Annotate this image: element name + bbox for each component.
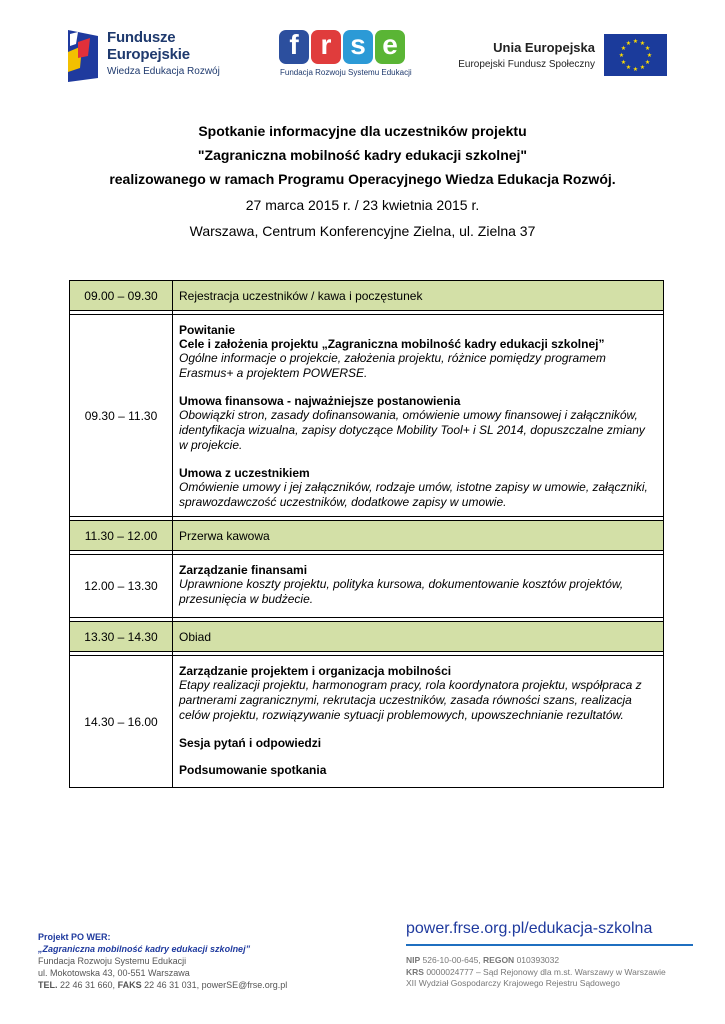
eu-logo-line1: Unia Europejska bbox=[493, 40, 595, 55]
tel-label: TEL. bbox=[38, 980, 58, 990]
schedule-row-coffee-break bbox=[70, 521, 664, 551]
session-description: Omówienie umowy i jej załączników, rodzaje umów, istotne zapisy w umowie, załączniki, sprawozdawczość uczestników, dodatkowe zapisy w umowie. bbox=[179, 480, 648, 509]
footer-project-info bbox=[38, 931, 287, 991]
schedule-table bbox=[69, 280, 664, 788]
footer-court: XII Wydział Gospodarczy Krajowego Rejestru Sądowego bbox=[406, 978, 620, 988]
session-heading: Umowa finansowa - najważniejsze postanowienia bbox=[179, 394, 461, 408]
nip-label: NIP bbox=[406, 955, 421, 965]
tel-number: 22 46 31 660, bbox=[57, 980, 118, 990]
krs-value: 0000024777 – Sąd Rejonowy dla m.st. Warszawy w Warszawie bbox=[423, 966, 666, 977]
fe-logo-line2: Europejskie bbox=[107, 46, 190, 63]
title-line-2: "Zagraniczna mobilność kadry edukacji szkolnej" bbox=[197, 147, 528, 163]
fundusze-europejskie-emblem-icon bbox=[66, 28, 100, 82]
svg-text:★: ★ bbox=[632, 38, 639, 45]
frse-letter-r: r bbox=[311, 30, 341, 64]
time-cell: 09.30 – 11.30 bbox=[70, 315, 173, 517]
svg-text:★: ★ bbox=[625, 64, 632, 72]
footer-registration-info bbox=[406, 955, 666, 990]
frse-letter-f: f bbox=[279, 30, 309, 64]
frse-letter-s: s bbox=[343, 30, 373, 64]
schedule-row-lunch bbox=[70, 622, 664, 652]
footer-project-name: „Zagraniczna mobilność kadry edukacji szkolnej” bbox=[38, 944, 251, 954]
activity-cell bbox=[173, 656, 664, 788]
footer-krs bbox=[406, 967, 666, 979]
session-block bbox=[179, 466, 655, 510]
frse-logo-subtitle: Fundacja Rozwoju Systemu Edukacji bbox=[280, 68, 412, 77]
fundusze-europejskie-logo bbox=[66, 26, 236, 84]
session-block bbox=[179, 736, 655, 750]
session-heading: Podsumowanie spotkania bbox=[179, 763, 327, 777]
session-heading: Sesja pytań i odpowiedzi bbox=[179, 736, 322, 750]
schedule-row-afternoon-session bbox=[70, 656, 664, 788]
session-heading: Powitanie bbox=[179, 323, 236, 337]
svg-text:★: ★ bbox=[644, 59, 651, 66]
svg-text:★: ★ bbox=[644, 45, 651, 52]
session-block bbox=[179, 323, 655, 381]
session-block bbox=[179, 664, 655, 723]
title-line-1: Spotkanie informacyjne dla uczestników projektu bbox=[198, 123, 527, 139]
time-cell: 14.30 – 16.00 bbox=[70, 656, 173, 788]
fax-label: FAKS bbox=[117, 980, 142, 990]
activity-cell bbox=[173, 555, 664, 618]
time-cell: 09.00 – 09.30 bbox=[70, 281, 173, 311]
activity-cell: Przerwa kawowa bbox=[173, 521, 664, 551]
schedule-row-finance bbox=[70, 555, 664, 618]
svg-text:★: ★ bbox=[618, 52, 625, 59]
event-dates: 27 marca 2015 r. / 23 kwietnia 2015 r. bbox=[245, 197, 480, 213]
time-cell: 13.30 – 14.30 bbox=[70, 622, 173, 652]
session-description: Obowiązki stron, zasady dofinansowania, omówienie umowy finansowej i załączników, identyfikacja wizualna, zapisy dotyczące Mobility Tool+ i SL 2014, dopuszczalne zmiany w projekcie. bbox=[179, 408, 645, 452]
session-heading: Zarządzanie finansami bbox=[179, 563, 308, 577]
footer-contact bbox=[38, 979, 287, 991]
session-heading: Cele i założenia projektu „Zagraniczna mobilność kadry edukacji szkolnej” bbox=[179, 337, 605, 351]
footer-nip-regon bbox=[406, 955, 666, 967]
eu-logo-line2: Europejski Fundusz Społeczny bbox=[458, 59, 595, 70]
svg-text:★: ★ bbox=[620, 59, 627, 66]
footer-project-label: Projekt PO WER: bbox=[38, 932, 111, 942]
svg-text:★: ★ bbox=[620, 45, 627, 52]
session-description: Ogólne informacje o projekcie, założenia projektu, różnice pomiędzy programem Erasmus+ a projektem POWERSE. bbox=[179, 351, 606, 380]
session-description: Etapy realizacji projektu, harmonogram pracy, rola koordynatora projektu, współpraca z partnerami zagranicznymi, rekrutacja uczestników, zasada równości szans, realizacja celów projektu, rozwiązywanie sytuacji problemowych, upowszechnianie rezultatów. bbox=[179, 678, 642, 722]
session-block bbox=[179, 394, 655, 453]
schedule-row-morning-session bbox=[70, 315, 664, 517]
session-description: Uprawnione koszty projektu, polityka kursowa, dokumentowanie kosztów projektów, przesunięcia w budżecie. bbox=[179, 577, 624, 606]
svg-text:★: ★ bbox=[632, 66, 639, 73]
nip-value: 526-10-00-645, bbox=[420, 955, 484, 965]
activity-cell: Rejestracja uczestników / kawa i poczęstunek bbox=[173, 281, 664, 311]
footer-divider bbox=[406, 944, 693, 946]
regon-value: 010393032 bbox=[514, 955, 560, 965]
eu-logo bbox=[460, 34, 670, 78]
footer-address: ul. Mokotowska 43, 00-551 Warszawa bbox=[38, 968, 190, 978]
event-venue: Warszawa, Centrum Konferencyjne Zielna, ul. Zielna 37 bbox=[189, 223, 536, 239]
frse-letter-e: e bbox=[375, 30, 405, 64]
svg-text:★: ★ bbox=[646, 52, 653, 59]
session-block bbox=[179, 763, 655, 777]
svg-text:★: ★ bbox=[639, 39, 646, 47]
fe-logo-line1: Fundusze bbox=[107, 29, 176, 46]
schedule-row-registration bbox=[70, 281, 664, 311]
session-block bbox=[179, 563, 655, 607]
time-cell: 12.00 – 13.30 bbox=[70, 555, 173, 618]
footer-organization: Fundacja Rozwoju Systemu Edukacji bbox=[38, 956, 187, 966]
session-heading: Zarządzanie projektem i organizacja mobilności bbox=[179, 664, 452, 678]
activity-cell: Obiad bbox=[173, 622, 664, 652]
session-heading: Umowa z uczestnikiem bbox=[179, 466, 310, 480]
time-cell: 11.30 – 12.00 bbox=[70, 521, 173, 551]
frse-logo bbox=[276, 30, 410, 82]
krs-label: KRS bbox=[406, 966, 424, 977]
fe-logo-line3: Wiedza Edukacja Rozwój bbox=[107, 66, 220, 77]
regon-label: REGON bbox=[483, 955, 515, 965]
title-block bbox=[0, 119, 725, 243]
frse-letters bbox=[279, 30, 405, 64]
footer-website-link[interactable]: power.frse.org.pl/edukacja-szkolna bbox=[406, 920, 653, 937]
svg-text:★: ★ bbox=[625, 39, 632, 47]
eu-flag-icon bbox=[604, 34, 667, 76]
svg-text:★: ★ bbox=[639, 64, 646, 72]
activity-cell bbox=[173, 315, 664, 517]
title-line-3: realizowanego w ramach Programu Operacyjnego Wiedza Edukacja Rozwój. bbox=[109, 171, 616, 187]
fax-and-email: 22 46 31 031, powerSE@frse.org.pl bbox=[141, 980, 288, 990]
